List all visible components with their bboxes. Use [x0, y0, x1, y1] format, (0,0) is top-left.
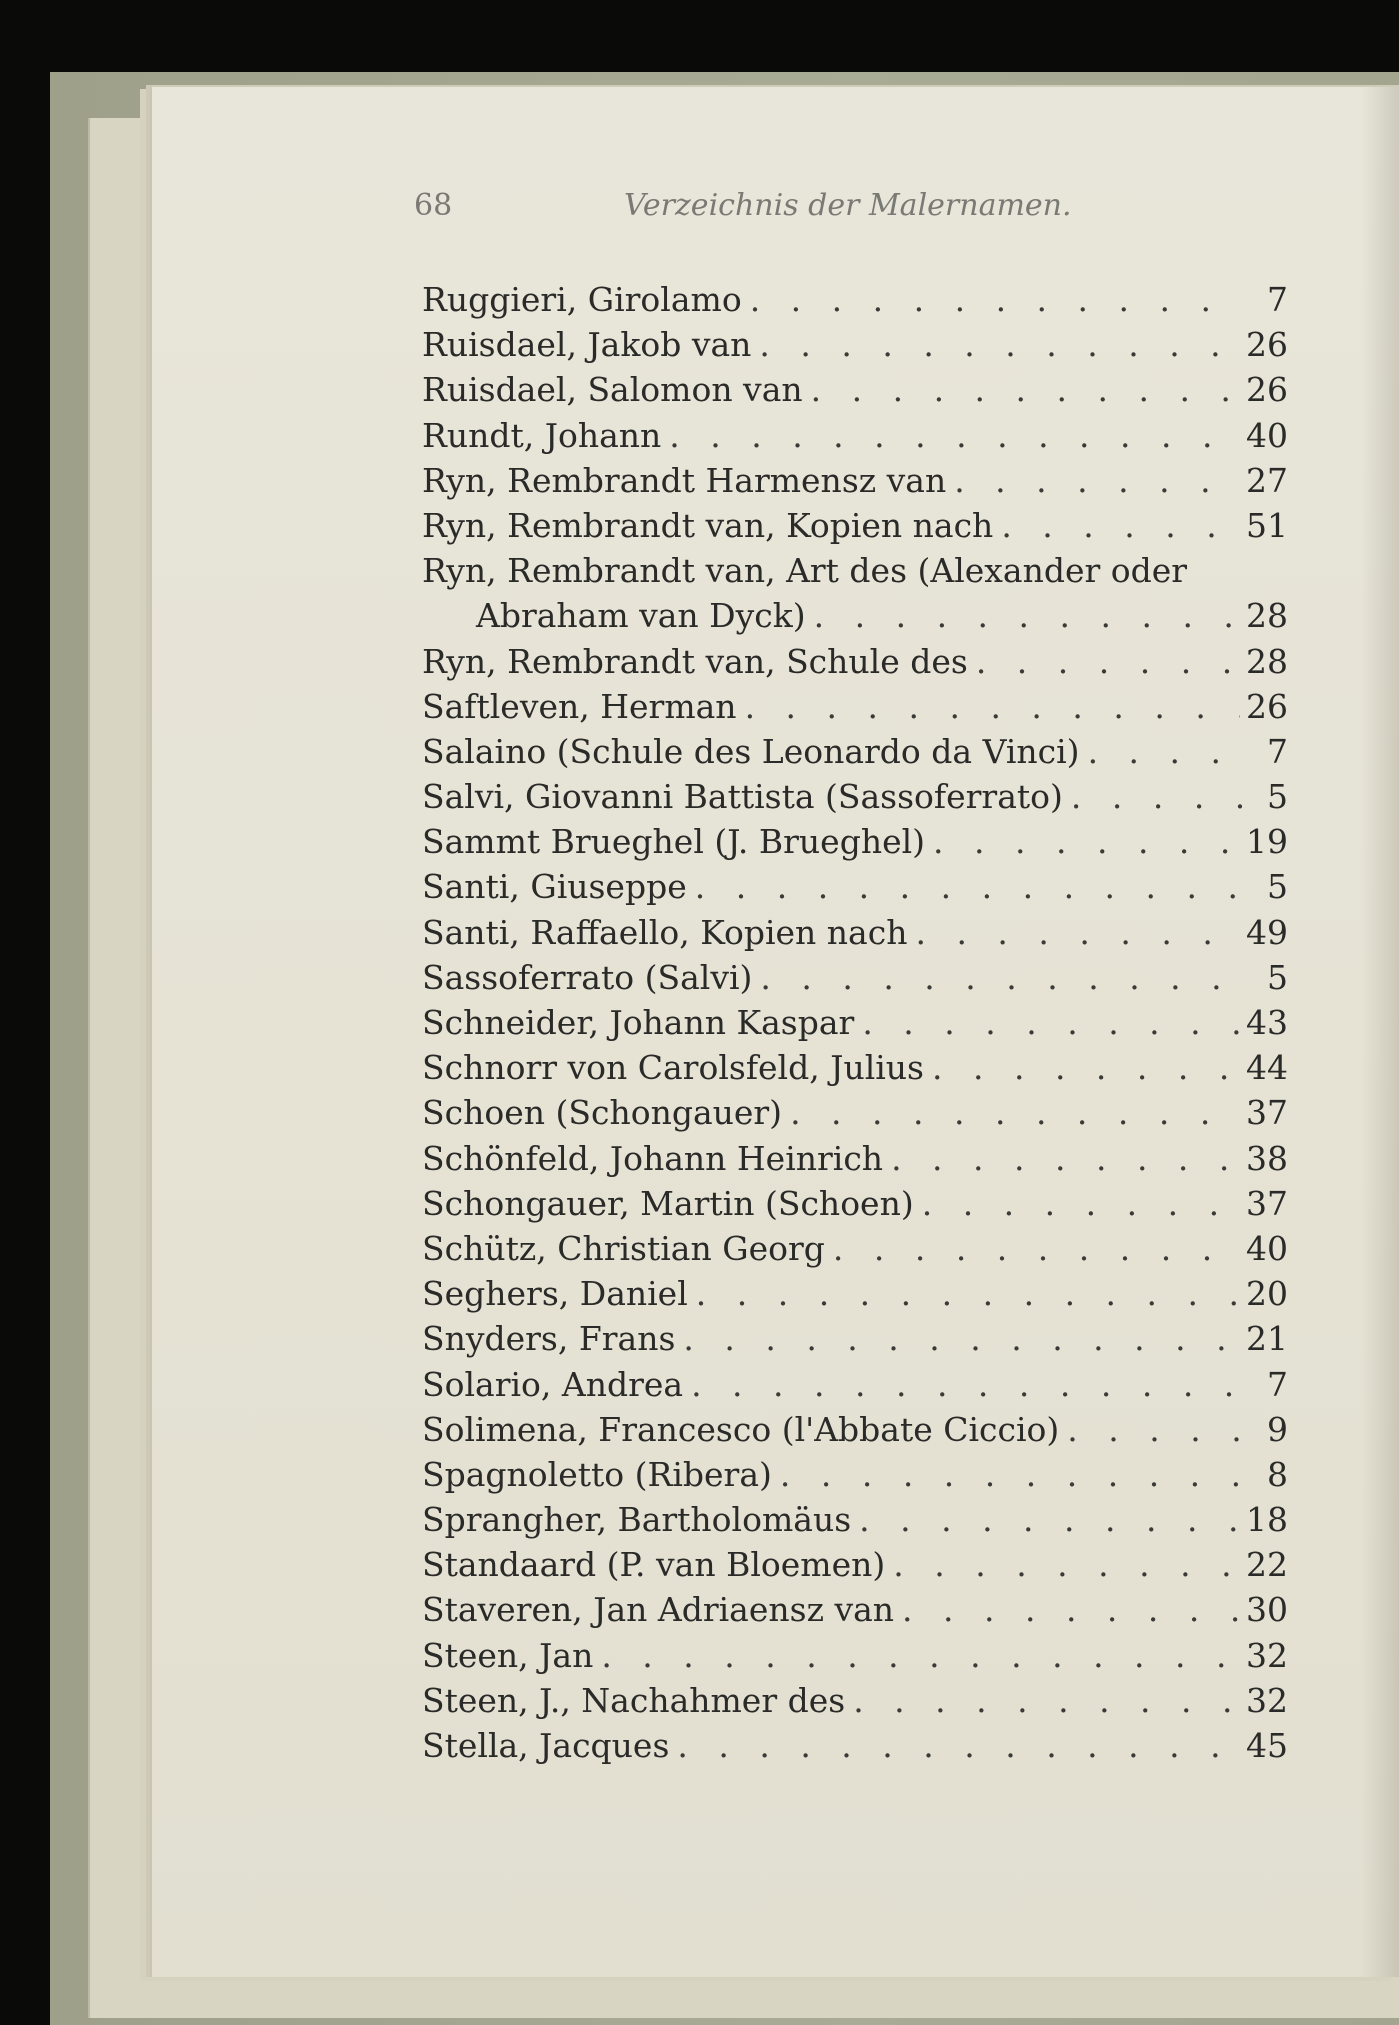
entry-page-number: 26 [1246, 325, 1288, 365]
dot-leader [1088, 729, 1242, 774]
index-entry [422, 1633, 1288, 1678]
index-entry [422, 1723, 1288, 1768]
entry-page-number: 5 [1267, 867, 1288, 907]
dot-leader [893, 1542, 1240, 1587]
dot-leader [891, 1136, 1240, 1181]
entry-page-number: 27 [1246, 460, 1288, 500]
entry-name: Ruggieri, Girolamo [422, 280, 742, 319]
entry-name: Santi, Raffaello, Kopien nach [422, 912, 908, 952]
entry-name: Snyders, Frans [422, 1319, 676, 1359]
dot-leader [1071, 774, 1242, 819]
entry-page-number: 30 [1246, 1590, 1288, 1630]
entry-name-continuation: Abraham van Dyck) [476, 596, 806, 636]
index-entry [422, 1000, 1288, 1045]
entry-page-number: 26 [1246, 370, 1288, 410]
dot-leader [750, 277, 1242, 322]
entry-name: Steen, J., Nachahmer des [422, 1680, 846, 1720]
index-entry [422, 1678, 1288, 1723]
entry-name: Sprangher, Bartholomäus [422, 1500, 852, 1540]
entry-page-number: 28 [1246, 596, 1288, 636]
entry-name: Solario, Andrea [422, 1364, 684, 1404]
entry-page-number: 45 [1246, 1726, 1288, 1765]
dot-leader [691, 1362, 1242, 1407]
index-entry [422, 548, 1288, 593]
entry-name: Ruisdael, Jakob van [422, 325, 752, 365]
index-entry [422, 503, 1288, 548]
dot-leader [1001, 503, 1240, 548]
index-entry [422, 1090, 1288, 1135]
entry-page-number: 7 [1267, 1364, 1288, 1404]
entry-page-number: 40 [1246, 1228, 1288, 1268]
dot-leader [915, 910, 1240, 955]
index-entry [422, 458, 1288, 503]
dot-leader [780, 1452, 1242, 1497]
index-entry [422, 684, 1288, 729]
entry-page-number: 21 [1246, 1319, 1288, 1359]
entry-name: Stella, Jacques [422, 1726, 670, 1765]
dot-leader [790, 1090, 1240, 1135]
dot-leader [862, 1000, 1240, 1045]
index-entry [422, 1181, 1288, 1226]
entry-name: Sammt Brueghel (J. Brueghel) [422, 822, 926, 862]
index-entry [422, 1497, 1288, 1542]
index-entry [422, 1226, 1288, 1271]
entry-name: Saftleven, Herman [422, 686, 737, 726]
entry-page-number: 37 [1246, 1183, 1288, 1223]
index-entry [422, 1316, 1288, 1361]
entry-page-number: 51 [1246, 505, 1288, 545]
entry-page-number: 28 [1246, 641, 1288, 681]
entry-name: Salaino (Schule des Leonardo da Vinci) [422, 731, 1080, 771]
entry-name: Steen, Jan [422, 1635, 594, 1675]
dot-leader [859, 1497, 1240, 1542]
index-entry [422, 413, 1288, 458]
dot-leader [932, 1045, 1240, 1090]
index-entry [422, 864, 1288, 909]
entry-page-number: 18 [1246, 1500, 1288, 1540]
entry-page-number: 7 [1267, 731, 1288, 771]
index-entry [422, 1362, 1288, 1407]
dot-leader [760, 955, 1242, 1000]
dot-leader [814, 593, 1240, 638]
dot-leader [669, 413, 1240, 458]
entry-name: Standaard (P. van Bloemen) [422, 1545, 886, 1585]
entry-page-number: 26 [1246, 686, 1288, 726]
entry-name: Ryn, Rembrandt van, Schule des [422, 641, 968, 681]
dot-leader [833, 1226, 1240, 1271]
entry-page-number: 20 [1246, 1274, 1288, 1314]
index-entry [422, 774, 1288, 819]
index-entry [422, 1542, 1288, 1587]
index-entry [422, 1271, 1288, 1316]
entry-name: Santi, Giuseppe [422, 867, 687, 907]
entry-name: Ryn, Rembrandt van, Art des (Alexander oder [422, 551, 1188, 591]
dot-leader [811, 367, 1240, 412]
entry-name: Sassoferrato (Salvi) [422, 957, 753, 997]
entry-page-number: 19 [1246, 822, 1288, 862]
entry-page-number: 44 [1246, 1048, 1288, 1088]
index-entry [422, 367, 1288, 412]
running-title: Verzeichnis der Malernamen. [624, 188, 1072, 223]
entry-page-number: 38 [1246, 1138, 1288, 1178]
index-entry [422, 729, 1288, 774]
entry-name: Ruisdael, Salomon van [422, 370, 803, 410]
index-entry [422, 1587, 1288, 1632]
index-entry [422, 639, 1288, 684]
index-entry [422, 1452, 1288, 1497]
entry-name: Spagnoletto (Ribera) [422, 1454, 772, 1494]
index-entry [422, 1045, 1288, 1090]
dot-leader [1067, 1407, 1242, 1452]
entry-name: Schütz, Christian Georg [422, 1228, 825, 1268]
entry-page-number: 5 [1267, 777, 1288, 817]
page-edge-shadow [1361, 87, 1399, 1977]
entry-page-number: 49 [1246, 912, 1288, 952]
entry-name: Salvi, Giovanni Battista (Sassoferrato) [422, 777, 1063, 817]
dot-leader [759, 322, 1240, 367]
index-entry [422, 1136, 1288, 1181]
page-number: 68 [414, 188, 453, 223]
entry-name: Staveren, Jan Adriaensz van [422, 1590, 895, 1630]
entry-page-number: 32 [1246, 1635, 1288, 1675]
dot-leader [922, 1181, 1240, 1226]
entry-name: Rundt, Johann [422, 415, 662, 455]
entry-page-number: 43 [1246, 1003, 1288, 1042]
dot-leader [853, 1678, 1240, 1723]
dot-leader [902, 1587, 1240, 1632]
entry-name: Schneider, Johann Kaspar [422, 1003, 855, 1042]
entry-page-number: 5 [1267, 957, 1288, 997]
index-entry [422, 322, 1288, 367]
entry-name: Schongauer, Martin (Schoen) [422, 1183, 914, 1223]
dot-leader [696, 1271, 1240, 1316]
entry-page-number: 9 [1267, 1409, 1288, 1449]
dot-leader [601, 1633, 1240, 1678]
dot-leader [683, 1316, 1240, 1361]
entry-name: Solimena, Francesco (l'Abbate Ciccio) [422, 1409, 1060, 1449]
dot-leader [954, 458, 1240, 503]
entry-name: Schnorr von Carolsfeld, Julius [422, 1048, 924, 1088]
entry-page-number: 22 [1246, 1545, 1288, 1585]
entry-name: Ryn, Rembrandt Harmensz van [422, 460, 947, 500]
dot-leader [933, 819, 1240, 864]
entry-name: Seghers, Daniel [422, 1274, 688, 1314]
dot-leader [677, 1723, 1240, 1768]
entry-page-number: 32 [1246, 1680, 1288, 1720]
dot-leader [976, 639, 1240, 684]
painter-name-index [422, 277, 1288, 1768]
index-entry [422, 277, 1288, 322]
dot-leader [695, 864, 1242, 909]
entry-page-number: 40 [1246, 415, 1288, 455]
running-header [262, 188, 1082, 236]
index-entry [422, 955, 1288, 1000]
entry-name: Schönfeld, Johann Heinrich [422, 1138, 884, 1178]
entry-page-number: 37 [1246, 1093, 1288, 1133]
entry-page-number: 7 [1267, 280, 1288, 319]
index-entry [422, 910, 1288, 955]
index-entry-continuation [422, 593, 1288, 638]
entry-page-number: 8 [1267, 1454, 1288, 1494]
dot-leader [745, 684, 1240, 729]
index-entry [422, 819, 1288, 864]
index-entry [422, 1407, 1288, 1452]
entry-name: Schoen (Schongauer) [422, 1093, 783, 1133]
entry-name: Ryn, Rembrandt van, Kopien nach [422, 505, 994, 545]
